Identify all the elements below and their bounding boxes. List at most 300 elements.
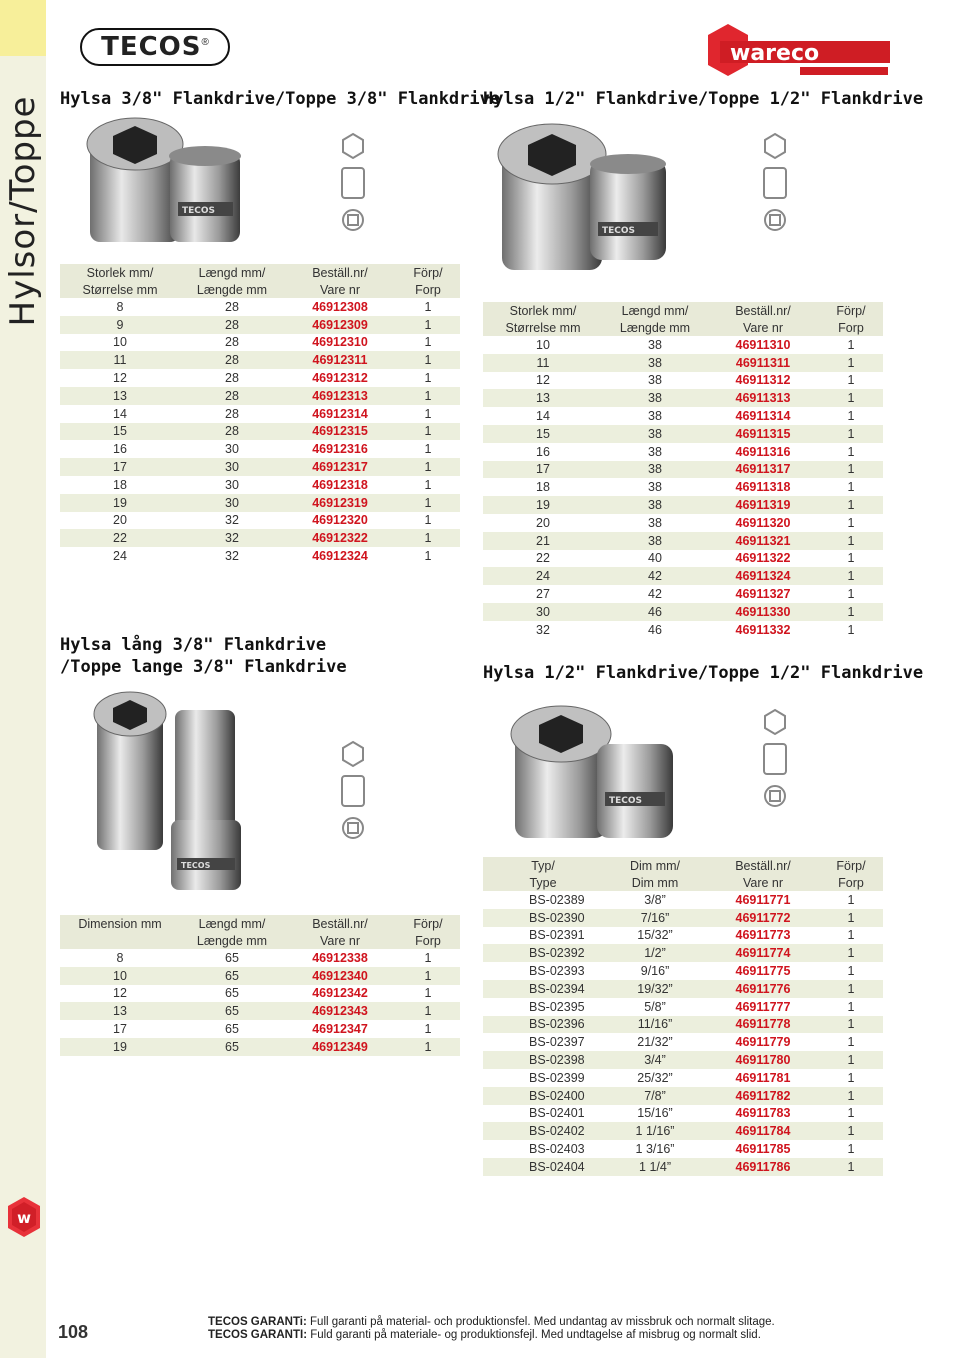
order-number-cell: 46911778 bbox=[707, 1016, 819, 1034]
table-body bbox=[60, 949, 460, 1056]
order-number-cell: 46911319 bbox=[707, 496, 819, 514]
table-row bbox=[60, 387, 460, 405]
spec-table-3-8 bbox=[60, 264, 460, 565]
column-header: Længd mm/ bbox=[180, 264, 284, 281]
table-cell: 20 bbox=[536, 515, 550, 530]
table-cell: 1 bbox=[424, 513, 432, 528]
table-cell: BS-02400 bbox=[483, 1087, 603, 1105]
table-cell: 17 bbox=[113, 1022, 127, 1037]
table-row bbox=[483, 1122, 883, 1140]
table-cell: BS-02404 bbox=[483, 1158, 603, 1176]
table-row bbox=[483, 1016, 883, 1034]
section-title-1-2: Hylsa 1/2" Flankdrive/Toppe 1/2" Flankdrive bbox=[483, 89, 924, 109]
table-cell: 1 bbox=[819, 496, 883, 514]
column-header bbox=[60, 932, 180, 949]
table-cell: 1 bbox=[819, 389, 883, 407]
order-number-cell: 46912349 bbox=[284, 1038, 396, 1056]
table-cell: 1 bbox=[819, 1122, 883, 1140]
order-number-cell: 46911776 bbox=[707, 980, 819, 998]
table-cell: 11 bbox=[60, 351, 180, 369]
table-row bbox=[60, 440, 460, 458]
table-row bbox=[60, 529, 460, 547]
table-row bbox=[483, 407, 883, 425]
table-cell: 1 bbox=[847, 480, 855, 495]
table-cell: 28 bbox=[225, 299, 239, 314]
table-cell: 16 bbox=[113, 442, 127, 457]
order-number-cell: 46911774 bbox=[707, 944, 819, 962]
socket-drawing-1-2-icon bbox=[752, 130, 798, 242]
order-number-cell: 46911318 bbox=[735, 480, 791, 495]
table-cell: 1 bbox=[424, 442, 432, 457]
column-header: Beställ.nr/ bbox=[284, 264, 396, 281]
table-cell: 1 bbox=[819, 603, 883, 621]
column-header: Förp/ bbox=[396, 915, 460, 932]
svg-text:TECOS: TECOS bbox=[602, 226, 636, 236]
table-header-row bbox=[60, 915, 460, 932]
order-number-cell: 46912343 bbox=[284, 1002, 396, 1020]
section-title-3-8: Hylsa 3/8" Flankdrive/Toppe 3/8" Flankdrive bbox=[60, 89, 501, 109]
table-cell: 9/16” bbox=[640, 964, 670, 979]
table-row bbox=[60, 1038, 460, 1056]
table-header-row bbox=[483, 302, 883, 319]
table-cell: BS-02393 bbox=[529, 964, 585, 979]
table-cell: 1 bbox=[396, 1002, 460, 1020]
table-cell: 32 bbox=[180, 529, 284, 547]
table-cell: 15/32” bbox=[637, 928, 673, 943]
table-row bbox=[60, 316, 460, 334]
column-header: Størrelse mm bbox=[483, 319, 603, 336]
order-number-cell: 46911311 bbox=[707, 354, 819, 372]
table-row bbox=[483, 336, 883, 354]
order-number-cell: 46912347 bbox=[312, 1022, 368, 1037]
table-row bbox=[483, 1140, 883, 1158]
table-body bbox=[60, 298, 460, 565]
table-cell: 1 bbox=[424, 477, 432, 492]
table-row bbox=[483, 1051, 883, 1069]
table-row bbox=[60, 476, 460, 494]
socket-1-2-imperial-image bbox=[505, 700, 685, 850]
table-cell: 1 bbox=[396, 494, 460, 512]
table-header-row bbox=[483, 874, 883, 891]
table-row bbox=[60, 547, 460, 565]
table-cell: 11 bbox=[483, 354, 603, 372]
table-cell: 1 bbox=[847, 409, 855, 424]
table-row bbox=[483, 603, 883, 621]
table-cell: 12 bbox=[536, 373, 550, 388]
guarantee-label-da: TECOS GARANTI: bbox=[208, 1329, 308, 1341]
registered-mark: ® bbox=[201, 36, 209, 48]
sidebar-title: Hylsor/Toppe bbox=[3, 95, 43, 327]
table-cell: 42 bbox=[603, 567, 707, 585]
table-cell: 1 bbox=[819, 425, 883, 443]
order-number-cell: 46911332 bbox=[735, 622, 791, 637]
table-cell: 1 bbox=[847, 515, 855, 530]
table-cell: 15/16” bbox=[637, 1106, 673, 1121]
order-number-cell: 46911780 bbox=[707, 1051, 819, 1069]
table-cell: 19 bbox=[60, 1038, 180, 1056]
column-header: Type bbox=[483, 874, 603, 891]
section-title-long-3-8-line1: Hylsa lång 3/8" Flankdrive bbox=[60, 635, 327, 655]
table-cell: BS-02390 bbox=[483, 909, 603, 927]
table-header-row bbox=[60, 932, 460, 949]
table-cell: 30 bbox=[180, 494, 284, 512]
section-title-long-3-8-line2: /Toppe lange 3/8" Flankdrive bbox=[60, 657, 347, 677]
table-cell: 40 bbox=[648, 551, 662, 566]
order-number-cell: 46912342 bbox=[312, 986, 368, 1001]
table-row bbox=[483, 909, 883, 927]
table-cell: 5/8” bbox=[644, 999, 666, 1014]
table-row bbox=[483, 1158, 883, 1176]
table-cell: 7/8” bbox=[603, 1087, 707, 1105]
order-number-cell: 46911786 bbox=[707, 1158, 819, 1176]
column-header: Vare nr bbox=[284, 281, 396, 298]
table-row bbox=[60, 512, 460, 530]
spec-table-long-3-8 bbox=[60, 915, 460, 1056]
table-row bbox=[60, 967, 460, 985]
table-cell: 11/16” bbox=[603, 1016, 707, 1034]
table-cell: 13 bbox=[60, 387, 180, 405]
table-cell: 1 bbox=[819, 354, 883, 372]
table-cell: 1 bbox=[819, 909, 883, 927]
table-cell: 38 bbox=[603, 461, 707, 479]
guarantee-label-sv: TECOS GARANTi: bbox=[208, 1316, 307, 1328]
table-row bbox=[483, 567, 883, 585]
table-cell: 38 bbox=[648, 480, 662, 495]
socket-drawing-3-8-icon bbox=[330, 130, 376, 242]
table-row bbox=[60, 334, 460, 352]
table-header bbox=[483, 302, 883, 336]
table-row bbox=[483, 478, 883, 496]
table-cell: 10 bbox=[536, 337, 550, 352]
table-row bbox=[483, 389, 883, 407]
table-row bbox=[483, 354, 883, 372]
table-cell: 10 bbox=[113, 335, 127, 350]
table-cell: 1 bbox=[847, 587, 855, 602]
order-number-cell: 46911773 bbox=[735, 928, 791, 943]
table-cell: BS-02394 bbox=[483, 980, 603, 998]
table-cell: 1 bbox=[819, 1051, 883, 1069]
table-cell: 1 bbox=[819, 980, 883, 998]
order-number-cell: 46911783 bbox=[735, 1106, 791, 1121]
table-row bbox=[483, 1069, 883, 1087]
table-cell: 7/16” bbox=[603, 909, 707, 927]
table-cell: 28 bbox=[225, 335, 239, 350]
table-cell: 1 bbox=[396, 316, 460, 334]
column-header: Dim mm/ bbox=[603, 857, 707, 874]
order-number-cell: 46912308 bbox=[312, 299, 368, 314]
spec-table-1-2 bbox=[483, 302, 883, 639]
table-cell: 17 bbox=[60, 458, 180, 476]
table-cell: 1 bbox=[847, 892, 855, 907]
guarantee-text-sv: Full garanti på material- och produktionsfel. Med undantag av missbruk och normalt slitage. bbox=[306, 1316, 775, 1328]
svg-text:wareco: wareco bbox=[730, 41, 820, 66]
order-number-cell: 46912320 bbox=[312, 513, 368, 528]
table-cell: 1 bbox=[424, 1022, 432, 1037]
table-cell: 1 bbox=[819, 532, 883, 550]
table-cell: 38 bbox=[603, 389, 707, 407]
table-cell: 1 bbox=[847, 999, 855, 1014]
table-cell: BS-02403 bbox=[529, 1142, 585, 1157]
table-row bbox=[60, 405, 460, 423]
table-body bbox=[483, 336, 883, 639]
table-cell: 1 bbox=[819, 944, 883, 962]
table-cell: 38 bbox=[603, 425, 707, 443]
order-number-cell: 46911330 bbox=[707, 603, 819, 621]
column-header: Typ/ bbox=[483, 857, 603, 874]
table-row bbox=[483, 1087, 883, 1105]
table-row bbox=[483, 461, 883, 479]
table-cell: 20 bbox=[113, 513, 127, 528]
spec-table-1-2-imperial bbox=[483, 857, 883, 1176]
table-header-row bbox=[483, 319, 883, 336]
table-cell: 1 bbox=[847, 551, 855, 566]
table-header-row bbox=[483, 857, 883, 874]
column-header: Storlek mm/ bbox=[483, 302, 603, 319]
sidebar-top-band bbox=[0, 0, 46, 56]
table-cell: 1 bbox=[819, 1016, 883, 1034]
table-cell: 38 bbox=[603, 354, 707, 372]
column-header: Förp/ bbox=[819, 857, 883, 874]
table-cell: 1 bbox=[847, 1070, 855, 1085]
table-cell: 1 bbox=[847, 1035, 855, 1050]
table-cell: 1 bbox=[396, 351, 460, 369]
order-number-cell: 46911315 bbox=[707, 425, 819, 443]
table-row bbox=[60, 458, 460, 476]
column-header: Forp bbox=[396, 932, 460, 949]
order-number-cell: 46912309 bbox=[284, 316, 396, 334]
table-cell: 13 bbox=[60, 1002, 180, 1020]
table-row bbox=[483, 621, 883, 639]
order-number-cell: 46912312 bbox=[312, 371, 368, 386]
table-cell: 15 bbox=[483, 425, 603, 443]
order-number-cell: 46911782 bbox=[707, 1087, 819, 1105]
socket-long-3-8-image bbox=[85, 690, 325, 905]
table-header bbox=[60, 915, 460, 949]
order-number-cell: 46911772 bbox=[707, 909, 819, 927]
table-cell: BS-02391 bbox=[529, 928, 585, 943]
table-cell: 1 bbox=[424, 335, 432, 350]
table-cell: 1 bbox=[819, 1158, 883, 1176]
table-cell: 65 bbox=[180, 967, 284, 985]
table-cell: 1 bbox=[847, 337, 855, 352]
table-cell: 30 bbox=[225, 477, 239, 492]
order-number-cell: 46911310 bbox=[735, 337, 791, 352]
table-cell: 14 bbox=[113, 406, 127, 421]
table-cell: 1 bbox=[424, 371, 432, 386]
column-header: Förp/ bbox=[819, 302, 883, 319]
socket-3-8-image bbox=[70, 112, 270, 262]
table-cell: 38 bbox=[603, 496, 707, 514]
column-header: Vare nr bbox=[284, 932, 396, 949]
order-number-cell: 46912317 bbox=[284, 458, 396, 476]
table-cell: 46 bbox=[603, 603, 707, 621]
table-cell: 3/4” bbox=[603, 1051, 707, 1069]
table-row bbox=[483, 1105, 883, 1123]
table-cell: 28 bbox=[180, 423, 284, 441]
table-cell: 38 bbox=[648, 373, 662, 388]
socket-1-2-image bbox=[490, 120, 690, 280]
table-body bbox=[483, 891, 883, 1176]
order-number-cell: 46911317 bbox=[707, 461, 819, 479]
table-cell: BS-02389 bbox=[529, 892, 585, 907]
table-header-row bbox=[60, 281, 460, 298]
table-cell: 22 bbox=[60, 529, 180, 547]
table-cell: BS-02396 bbox=[483, 1016, 603, 1034]
table-row bbox=[483, 514, 883, 532]
table-cell: 1 bbox=[819, 461, 883, 479]
order-number-cell: 46911781 bbox=[735, 1070, 791, 1085]
table-row bbox=[483, 944, 883, 962]
table-cell: 38 bbox=[648, 515, 662, 530]
table-cell: 3/8” bbox=[644, 892, 666, 907]
table-cell: 65 bbox=[180, 1038, 284, 1056]
table-cell: BS-02402 bbox=[483, 1122, 603, 1140]
wareco-logo bbox=[700, 20, 890, 80]
table-cell: 38 bbox=[648, 444, 662, 459]
svg-text:TECOS: TECOS bbox=[609, 796, 643, 806]
column-header: Længde mm bbox=[180, 281, 284, 298]
table-cell: 22 bbox=[536, 551, 550, 566]
table-cell: 8 bbox=[116, 299, 124, 314]
column-header: Længde mm bbox=[603, 319, 707, 336]
order-number-cell: 46911777 bbox=[735, 999, 791, 1014]
table-cell: 21 bbox=[483, 532, 603, 550]
table-cell: 30 bbox=[180, 458, 284, 476]
table-cell: 28 bbox=[180, 351, 284, 369]
table-row bbox=[483, 980, 883, 998]
table-cell: 1 3/16” bbox=[635, 1142, 675, 1157]
table-cell: 1 bbox=[424, 406, 432, 421]
table-row bbox=[60, 369, 460, 387]
table-row bbox=[483, 550, 883, 568]
table-row bbox=[60, 298, 460, 316]
order-number-cell: 46911785 bbox=[735, 1142, 791, 1157]
order-number-cell: 46912338 bbox=[312, 950, 368, 965]
table-cell: 12 bbox=[113, 371, 127, 386]
table-cell: 28 bbox=[225, 371, 239, 386]
table-cell: 1 bbox=[424, 950, 432, 965]
order-number-cell: 46911320 bbox=[735, 515, 791, 530]
column-header: Forp bbox=[819, 874, 883, 891]
table-cell: 19 bbox=[483, 496, 603, 514]
wareco-small-logo-icon bbox=[6, 1196, 42, 1238]
column-header: Længde mm bbox=[180, 932, 284, 949]
guarantee-footer bbox=[208, 1316, 775, 1342]
table-row bbox=[483, 496, 883, 514]
table-cell: 9 bbox=[60, 316, 180, 334]
table-row bbox=[483, 927, 883, 945]
table-cell: BS-02397 bbox=[529, 1035, 585, 1050]
table-cell: 65 bbox=[225, 950, 239, 965]
table-cell: 42 bbox=[648, 587, 662, 602]
table-row bbox=[483, 425, 883, 443]
section-title-1-2-imperial: Hylsa 1/2" Flankdrive/Toppe 1/2" Flankdrive bbox=[483, 663, 924, 683]
socket-drawing-1-2-imperial-icon bbox=[752, 706, 798, 818]
order-number-cell: 46911784 bbox=[707, 1122, 819, 1140]
table-cell: 15 bbox=[60, 423, 180, 441]
table-cell: 25/32” bbox=[637, 1070, 673, 1085]
table-cell: 65 bbox=[225, 986, 239, 1001]
table-cell: 28 bbox=[225, 406, 239, 421]
column-header: Dimension mm bbox=[60, 915, 180, 932]
order-number-cell: 46912314 bbox=[312, 406, 368, 421]
column-header: Beställ.nr/ bbox=[284, 915, 396, 932]
order-number-cell: 46911324 bbox=[707, 567, 819, 585]
order-number-cell: 46912318 bbox=[312, 477, 368, 492]
table-cell: BS-02399 bbox=[529, 1070, 585, 1085]
table-row bbox=[483, 585, 883, 603]
table-cell: 1 bbox=[847, 373, 855, 388]
order-number-cell: 46912322 bbox=[284, 529, 396, 547]
table-cell: 16 bbox=[536, 444, 550, 459]
table-cell: 1 bbox=[847, 622, 855, 637]
table-cell: 18 bbox=[536, 480, 550, 495]
table-cell: 32 bbox=[225, 513, 239, 528]
order-number-cell: 46911314 bbox=[735, 409, 791, 424]
column-header: Forp bbox=[396, 281, 460, 298]
table-header bbox=[60, 264, 460, 298]
table-cell: 10 bbox=[60, 967, 180, 985]
table-cell: 1 bbox=[424, 299, 432, 314]
table-cell: BS-02392 bbox=[483, 944, 603, 962]
table-row bbox=[483, 998, 883, 1016]
svg-text:TECOS: TECOS bbox=[181, 861, 211, 870]
table-cell: 38 bbox=[648, 337, 662, 352]
sidebar bbox=[0, 0, 89, 1358]
guarantee-line-da bbox=[208, 1329, 775, 1342]
order-number-cell: 46912315 bbox=[284, 423, 396, 441]
table-cell: 1 bbox=[424, 549, 432, 564]
order-number-cell: 46912316 bbox=[312, 442, 368, 457]
column-header: Beställ.nr/ bbox=[707, 302, 819, 319]
table-cell: 28 bbox=[180, 316, 284, 334]
table-cell: 46 bbox=[648, 622, 662, 637]
column-header: Forp bbox=[819, 319, 883, 336]
table-row bbox=[483, 1033, 883, 1051]
table-cell: 1 bbox=[819, 1087, 883, 1105]
order-number-cell: 46912313 bbox=[284, 387, 396, 405]
column-header: Vare nr bbox=[707, 874, 819, 891]
table-cell: 38 bbox=[603, 532, 707, 550]
table-cell: 17 bbox=[483, 461, 603, 479]
column-header: Længd mm/ bbox=[603, 302, 707, 319]
table-row bbox=[483, 891, 883, 909]
table-cell: BS-02395 bbox=[529, 999, 585, 1014]
tecos-logo bbox=[80, 28, 230, 66]
column-header: Dim mm bbox=[603, 874, 707, 891]
column-header: Vare nr bbox=[707, 319, 819, 336]
order-number-cell: 46912340 bbox=[284, 967, 396, 985]
table-row bbox=[60, 423, 460, 441]
svg-text:w: w bbox=[17, 1209, 31, 1227]
order-number-cell: 46911312 bbox=[735, 373, 791, 388]
order-number-cell: 46912324 bbox=[312, 549, 368, 564]
table-cell: 21/32” bbox=[637, 1035, 673, 1050]
table-header-row bbox=[60, 264, 460, 281]
table-cell: 1 bbox=[847, 444, 855, 459]
order-number-cell: 46911322 bbox=[735, 551, 791, 566]
table-row bbox=[483, 532, 883, 550]
table-cell: 24 bbox=[113, 549, 127, 564]
order-number-cell: 46912311 bbox=[284, 351, 396, 369]
table-cell: BS-02401 bbox=[529, 1106, 585, 1121]
page-number: 108 bbox=[58, 1322, 89, 1342]
table-row bbox=[483, 962, 883, 980]
tecos-logo-text: TECOS bbox=[101, 32, 202, 62]
table-row bbox=[60, 1020, 460, 1038]
table-cell: 1 bbox=[396, 967, 460, 985]
order-number-cell: 46911775 bbox=[735, 964, 791, 979]
